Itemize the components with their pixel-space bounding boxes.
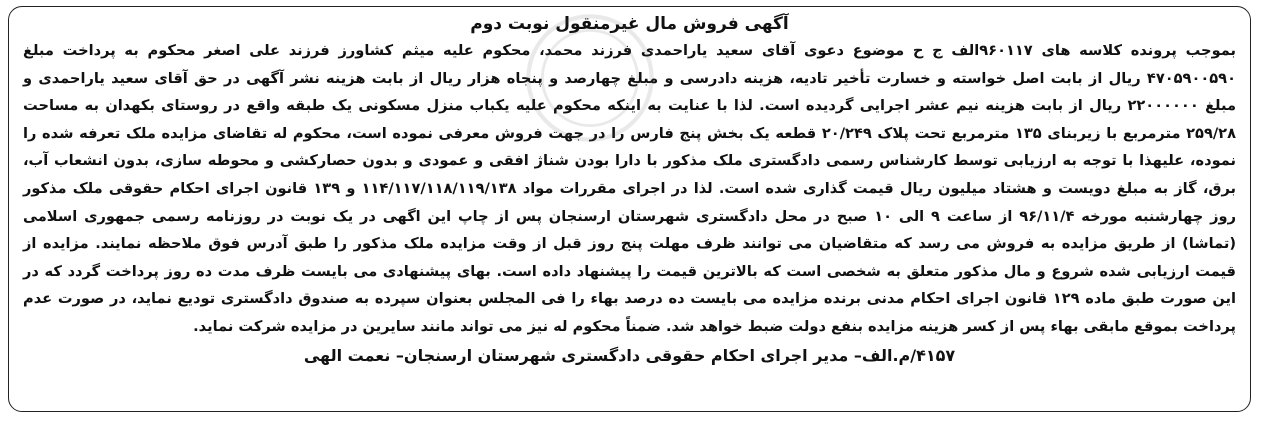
notice-signature: ۴۱۵۷/م.الف– مدیر اجرای احکام حقوقی دادگستری شهرستان ارسنجان– نعمت الهی: [303, 345, 956, 365]
legal-notice-box: [8, 6, 1251, 412]
notice-body: بموجب پرونده کلاسه های ۹۶۰۱۱۷الف ج ح موضوع دعوی آقای سعید یاراحمدی فرزند محمد، محکوم علیه میثم کشاورز فرزند علی اصغر محکوم به پرداخت مبلغ ۴۷۰۵۹۰۰۵۹۰ ریال از بابت اصل خواسته و خسارت تأخیر تادیه، هزینه دادرسی و مبلغ چهارصد و پنجاه هزار ریال از بابت هزینه نشر آگهی در حق آقای سعید یاراحمدی و مبلغ ۲۲۰۰۰۰۰۰ ریال از بابت هزینه نیم عشر اجرایی گردیده است. لذا با عنایت به اینکه محکوم علیه یکباب منزل مسکونی یک طبقه واقع در روستای بکهدان به مساحت ۲۵۹/۲۸ مترمربع با زیربنای ۱۳۵ مترمربع تحت پلاک ۲۰/۲۴۹ قطعه یک بخش پنج فارس را در جهت فروش معرفی نموده است، محکوم له تقاضای مزایده ملک تعرفه شده را نموده، علیهذا با توجه به ارزیابی توسط کارشناس رسمی دادگستری ملک مذکور با دارا بودن شناژ افقی و عمودی و بدون حصارکشی و محوطه سازی، بدون انشعاب آب، برق، گاز به مبلغ دویست و هشتاد میلیون ریال قیمت گذاری شده است. لذا در اجرای مقررات مواد ۱۱۴/۱۱۷/۱۱۸/۱۱۹/۱۳۸ و ۱۳۹ قانون اجرای احکام حقوقی ملک مذکور روز چهارشنبه مورخه ۹۶/۱۱/۴ از ساعت ۹ الی ۱۰ صبح در محل دادگستری شهرستان ارسنجان پس از چاپ این اگهی در یک نوبت در روزنامه رسمی جمهوری اسلامی (تماشا) از طریق مزایده به فروش می رسد که متقاضیان می توانند ظرف مهلت پنج روز قبل از وقت مزایده ملک مذکور را طبق آدرس فوق ملاحظه نمایند. مزایده از قیمت ارزیابی شده شروع و مال مذکور متعلق به شخصی است که بالاترین قیمت را پیشنهاد داده است. بهای پیشنهادی می بایست ظرف مدت ده روز پرداخت گردد که در این صورت طبق ماده ۱۲۹ قانون اجرای احکام مدنی برنده مزایده می بایست ده درصد بهاء را فی المجلس بعنوان سپرده به صندوق دادگستری تودیع نماید، در صورت عدم پرداخت بموقع مابقی بهاء پس از کسر هزینه مزایده بنفع دولت ضبط خواهد شد. ضمناً محکوم له نیز می تواند مانند سایرین در مزایده شرکت نماید.: [23, 42, 1237, 335]
notice-title: آگهی فروش مال غیرمنقول نوبت دوم: [470, 14, 789, 34]
